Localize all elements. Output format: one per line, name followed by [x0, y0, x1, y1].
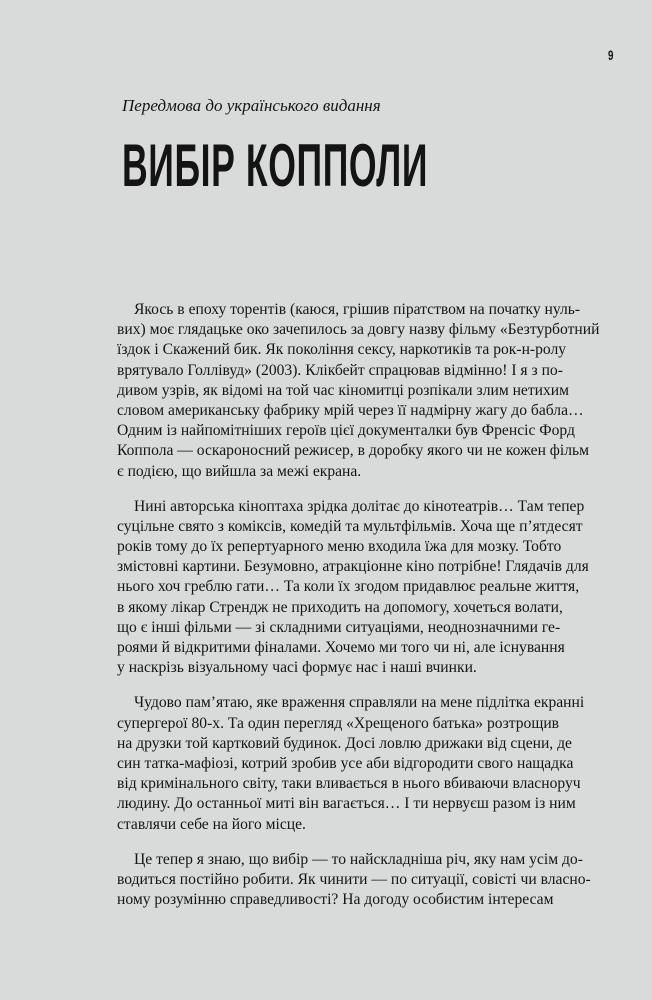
text-line: є подією, що вийшла за межі екрана.	[117, 462, 362, 480]
text-line: на друзки той картковий будинок. Досі ловлю дрижаки від сцени, де	[117, 734, 572, 752]
text-line: нього хоч греблю гати… Та коли їх згодом придавлює реальне життя,	[117, 578, 580, 596]
chapter-subtitle: Передмова до українського видання	[122, 96, 381, 115]
text-line: дивом узрів, як відомі на той час кіномитці розпікали злим нетихим	[117, 381, 570, 399]
text-line: супергерої 80-х. Та один перегляд «Хрещеного батька» розтрощив	[117, 714, 560, 732]
text-line: що є інші фільми — зі складними ситуаціями, неоднозначними ге-	[117, 618, 561, 636]
text-line: людину. До останньої миті він вагається… І ти нервуєш разом із ним	[117, 795, 576, 813]
text-line: Одним із найпомітніших героїв цієї документалки був Френсіс Форд	[117, 422, 575, 440]
text-line: їздок і Скажений бик. Як покоління сексу, наркотиків та рок-н-ролу	[117, 341, 567, 359]
text-line: роями й відкритими фіналами. Хочемо ми того чи ні, але існування	[117, 639, 565, 656]
paragraph	[117, 497, 589, 679]
text-line: Нині авторська кіноптаха зрідка долітає до кінотеатрів… Там тепер	[134, 497, 585, 515]
text-line: років тому до їх репертуарного меню входила їжа для мозку. Тобто	[117, 538, 562, 556]
text-line: водиться постійно робити. Як чинити — по ситуації, совісті чи власно-	[117, 870, 591, 888]
text-line: врятувало Голлівуд» (2003). Клікбейт спрацював відмінно! І я з по-	[117, 361, 563, 379]
page-number: 9	[608, 47, 614, 63]
body-text	[117, 300, 600, 925]
text-line: Це тепер я знаю, що вибір — то найскладніша річ, яку нам усім до-	[134, 850, 583, 868]
text-line: син татка-мафіозі, котрий зробив усе аби відгородити свого нащадка	[117, 754, 574, 772]
text-line: суцільне свято з коміксів, комедій та мультфільмів. Хоча ще п’ятдесят	[117, 517, 583, 535]
text-line: Коппола — оскароносний режисер, в доробку якого чи не кожен фільм	[117, 442, 590, 460]
text-line: змістовні картини. Безумовно, атракціонне кіно потрібне! Глядачів для	[117, 558, 589, 576]
paragraph	[117, 693, 585, 834]
paragraph	[117, 300, 600, 482]
text-line: у наскрізь візуальному часі формує нас і наші вчинки.	[117, 659, 477, 677]
paragraph	[117, 850, 591, 911]
text-line: словом американську фабрику мрій через її надмірну жагу до бабла…	[117, 401, 584, 419]
text-line: ному розумінню справедливості? На догоду особистим інтересам	[117, 891, 554, 909]
text-line: в якому лікар Стрендж не приходить на допомогу, хочеться волати,	[117, 598, 563, 616]
text-line: від кримінального світу, таки вливається в нього вбиваючи власноруч	[117, 775, 581, 793]
text-line: вих) моє глядацьке око зачепилось за довгу назву фільму «Безтурботний	[117, 321, 600, 339]
text-line: Чудово пам’ятаю, яке враження справляли на мене підлітка екранні	[134, 694, 585, 712]
chapter-title: ВИБІР КОППОЛИ	[122, 132, 428, 199]
text-line: Якось в епоху торентів (каюся, грішив піратством на початку нуль-	[134, 301, 581, 318]
text-line: ставлячи себе на його місце.	[117, 815, 306, 833]
